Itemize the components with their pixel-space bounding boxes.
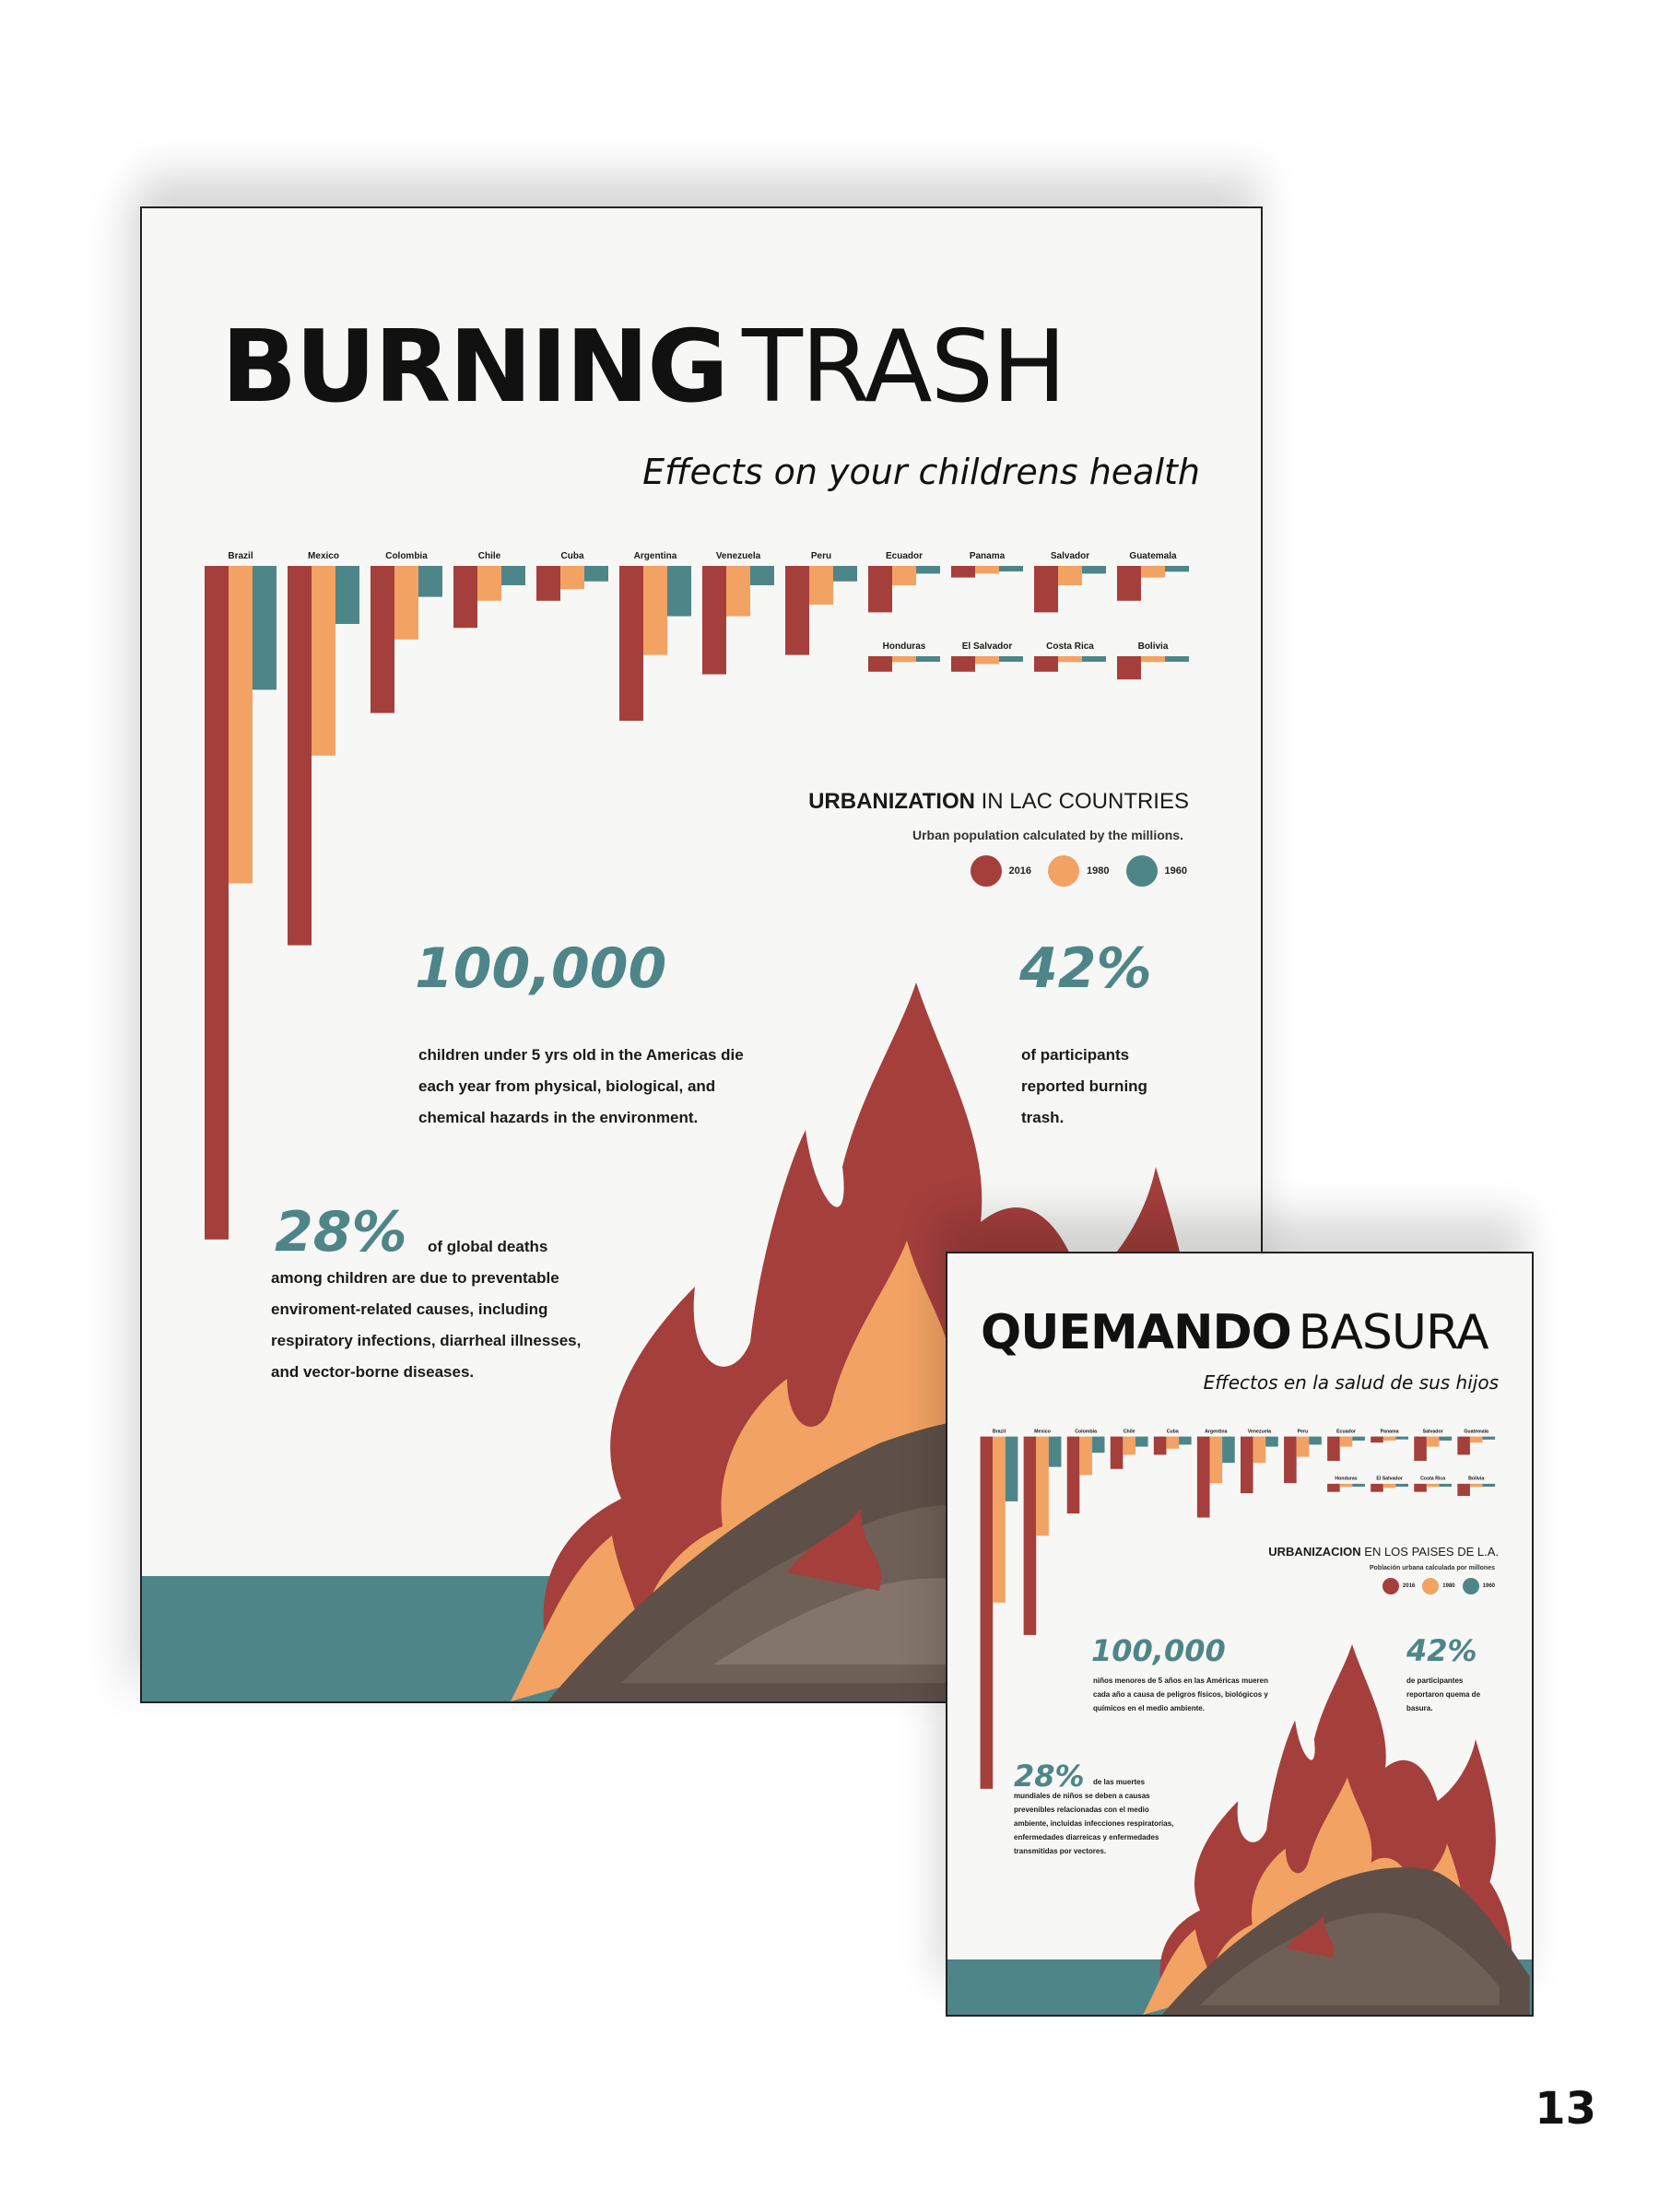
bar-1980-chile — [477, 566, 501, 601]
bar-2016-guatemala — [1457, 1437, 1470, 1455]
bar-1960-colombia — [1092, 1437, 1105, 1453]
tick-label-cuba: Cuba — [1166, 1429, 1179, 1435]
tick-label-honduras: Honduras — [882, 641, 926, 652]
bar-2016-brazil — [981, 1437, 994, 1789]
poster-title — [221, 310, 1065, 425]
bar-1960-honduras — [1352, 1484, 1365, 1487]
tick-label-mexico: Mexico — [308, 551, 339, 561]
bar-1980-el-salvador — [1383, 1484, 1396, 1488]
legend-dot-1980-es — [1422, 1578, 1439, 1594]
tick-label-el-salvador: El Salvador — [1376, 1476, 1403, 1482]
tick-label-brazil: Brazil — [228, 551, 253, 561]
bar-1960-costa-rica — [1082, 656, 1106, 662]
tick-label-argentina: Argentina — [1205, 1429, 1228, 1435]
bar-1960-cuba — [1179, 1437, 1192, 1445]
urbanization-title-bold-es: URBANIZACION — [1268, 1545, 1361, 1559]
legend-dot-1960 — [1126, 855, 1158, 887]
bar-1960-peru — [1309, 1437, 1322, 1445]
bar-1980-mexico — [1036, 1437, 1049, 1536]
urbanization-title — [808, 789, 1189, 815]
bar-2016-colombia — [1067, 1437, 1080, 1513]
bar-2016-bolivia — [1457, 1484, 1470, 1496]
stat-42-text: of participants reported burning trash. — [1021, 1046, 1147, 1126]
tick-label-salvador: Salvador — [1422, 1429, 1443, 1435]
bar-1960-bolivia — [1165, 656, 1189, 662]
urbanization-subtitle: Urban population calculated by the millions. — [912, 828, 1183, 842]
bar-1980-honduras — [1340, 1484, 1353, 1487]
poster-spanish — [946, 1252, 1534, 2017]
bar-1960-chile — [501, 566, 525, 585]
legend-dot-1980 — [1048, 855, 1079, 887]
bar-1960-mexico — [335, 566, 359, 624]
bar-1960-ecuador — [916, 566, 940, 573]
tick-label-chile: Chile — [1123, 1429, 1135, 1435]
title-light-word: TRASH — [741, 310, 1065, 425]
tick-label-salvador: Salvador — [1050, 551, 1090, 561]
bar-1960-honduras — [916, 656, 940, 662]
bar-1960-costa-rica — [1439, 1484, 1452, 1487]
stat-28-text: of global deaths among children are due to preventable enviroment-related causes, including respiratory infections, diarrheal illnesses, and vector-borne diseases. — [271, 1238, 582, 1381]
bar-1980-ecuador — [892, 566, 916, 585]
bar-2016-brazil — [205, 566, 229, 1240]
stat-100000-text: children under 5 yrs old in the Americas die each year from physical, biological, and chemical hazards in the environment. — [418, 1046, 744, 1126]
bar-1980-guatemala — [1470, 1437, 1483, 1443]
stat-42-value-es: 42% — [1406, 1633, 1477, 1668]
tick-label-panama: Panama — [1380, 1429, 1399, 1435]
bar-2016-mexico — [288, 566, 312, 946]
bar-1960-panama — [1395, 1437, 1408, 1440]
bar-2016-cuba — [536, 566, 560, 601]
bar-1980-colombia — [394, 566, 418, 640]
stat-100000-value-es: 100,000 — [1091, 1633, 1226, 1668]
tick-label-brazil: Brazil — [992, 1429, 1006, 1435]
urbanization-title-bold: URBANIZATION — [808, 789, 975, 814]
tick-label-guatemala: Guatemala — [1129, 551, 1177, 561]
bar-1960-venezuela — [1265, 1437, 1278, 1447]
bar-2016-el-salvador — [1371, 1484, 1383, 1492]
bar-1960-bolivia — [1483, 1484, 1496, 1487]
tick-label-ecuador: Ecuador — [885, 551, 924, 561]
tick-label-cuba: Cuba — [560, 551, 584, 561]
bar-1980-costa-rica — [1427, 1484, 1440, 1487]
urbanization-title-light-es: EN LOS PAISES DE L.A. — [1364, 1545, 1499, 1559]
bar-1980-chile — [1123, 1437, 1135, 1455]
bar-2016-ecuador — [1327, 1437, 1340, 1461]
bar-1980-panama — [975, 566, 999, 573]
stat-28-text-es: de las muertes mundiales de niños se deben a causas prevenibles relacionadas con el medio ambiente, incluidas infecciones respiratorias, enfermedades diarreicas y enfermedades transmitidas por vectores. — [1014, 1778, 1174, 1855]
tick-label-costa-rica: Costa Rica — [1046, 641, 1094, 652]
page-number: 13 — [1535, 2083, 1596, 2135]
bar-2016-argentina — [1197, 1437, 1210, 1518]
bar-1980-ecuador — [1340, 1437, 1353, 1447]
urbanization-subtitle-es: Población urbana calculada por millones — [1369, 1565, 1495, 1571]
tick-label-argentina: Argentina — [633, 551, 677, 561]
poster-title-es — [981, 1305, 1488, 1360]
bar-2016-venezuela — [1241, 1437, 1253, 1494]
bar-1980-costa-rica — [1058, 656, 1082, 662]
bar-1980-mexico — [312, 566, 335, 756]
tick-label-venezuela: Venezuela — [1247, 1429, 1272, 1435]
stat-42-value: 42% — [1019, 936, 1152, 1001]
chart-legend — [971, 855, 1187, 887]
legend-dot-2016 — [971, 855, 1002, 887]
stat-42-text-es: de participantes reportaron quema de basura. — [1406, 1677, 1481, 1712]
bar-1960-peru — [833, 566, 857, 582]
bar-1980-argentina — [643, 566, 667, 655]
bar-2016-panama — [1371, 1437, 1383, 1443]
legend-item-1960: 1960 — [1126, 855, 1187, 887]
poster-subtitle-es: Effectos en la salud de sus hijos — [1203, 1371, 1499, 1394]
bar-1980-colombia — [1079, 1437, 1092, 1476]
title-bold-word: BURNING — [221, 310, 727, 425]
bar-1980-argentina — [1210, 1437, 1223, 1484]
bar-1960-salvador — [1082, 566, 1106, 573]
bar-2016-guatemala — [1117, 566, 1141, 601]
bar-2016-argentina — [619, 566, 643, 721]
urbanization-title-light: IN LAC COUNTRIES — [981, 789, 1189, 814]
bar-2016-costa-rica — [1414, 1484, 1427, 1492]
tick-label-ecuador: Ecuador — [1336, 1429, 1356, 1435]
bar-2016-honduras — [1327, 1484, 1340, 1492]
urbanization-title-es — [1268, 1545, 1499, 1559]
title-light-word-es: BASURA — [1298, 1305, 1488, 1360]
bar-2016-peru — [1284, 1437, 1297, 1484]
bar-1960-argentina — [667, 566, 691, 617]
tick-label-peru: Peru — [810, 551, 832, 561]
bar-1980-venezuela — [726, 566, 750, 617]
bar-1960-venezuela — [750, 566, 774, 585]
bar-2016-chile — [453, 566, 477, 628]
bar-1960-el-salvador — [999, 656, 1023, 662]
tick-label-panama: Panama — [969, 551, 1006, 561]
stat-28-value-es: 28% — [1014, 1759, 1085, 1794]
bar-1960-panama — [999, 566, 1023, 571]
bar-2016-el-salvador — [951, 656, 975, 672]
bar-1960-guatemala — [1483, 1437, 1496, 1440]
bar-2016-colombia — [371, 566, 394, 713]
bar-2016-costa-rica — [1034, 656, 1058, 672]
bar-2016-honduras — [868, 656, 892, 672]
bar-1980-honduras — [892, 656, 916, 662]
bar-1980-salvador — [1058, 566, 1082, 585]
tick-label-venezuela: Venezuela — [715, 551, 761, 561]
bar-1980-cuba — [1166, 1437, 1179, 1449]
bar-1960-mexico — [1049, 1437, 1062, 1467]
bar-1960-chile — [1135, 1437, 1148, 1447]
bar-2016-chile — [1111, 1437, 1124, 1469]
tick-label-chile: Chile — [477, 551, 501, 561]
legend-dot-1960-es — [1463, 1578, 1479, 1594]
bar-1980-venezuela — [1253, 1437, 1266, 1464]
legend-item-2016-es: 2016 — [1382, 1578, 1415, 1594]
bar-1980-el-salvador — [975, 656, 999, 664]
poster-subtitle: Effects on your childrens health — [642, 452, 1200, 492]
bar-2016-peru — [785, 566, 809, 655]
bar-2016-salvador — [1414, 1437, 1427, 1461]
bar-1980-panama — [1383, 1437, 1396, 1441]
title-bold-word-es: QUEMANDO — [981, 1305, 1291, 1360]
bar-1980-bolivia — [1470, 1484, 1483, 1487]
bar-1980-brazil — [229, 566, 253, 883]
bar-2016-bolivia — [1117, 656, 1141, 679]
bar-1960-salvador — [1439, 1437, 1452, 1441]
bar-2016-venezuela — [702, 566, 726, 675]
stat-100000-value: 100,000 — [415, 936, 667, 1001]
bar-2016-ecuador — [868, 566, 892, 612]
legend-item-1980: 1980 — [1048, 855, 1109, 887]
bar-1980-cuba — [560, 566, 584, 589]
tick-label-el-salvador: El Salvador — [961, 641, 1013, 652]
stat-100000-text-es: niños menores de 5 años en las Américas mueren cada año a causa de peligros físicos, biológicos y químicos en el medio ambiente. — [1093, 1677, 1268, 1712]
bar-1960-brazil — [1006, 1437, 1018, 1501]
chart-legend-es — [1382, 1578, 1495, 1594]
bar-1980-brazil — [993, 1437, 1006, 1603]
tick-label-guatemala: Guatemala — [1464, 1429, 1489, 1435]
bar-1980-guatemala — [1141, 566, 1165, 578]
bar-2016-mexico — [1024, 1437, 1037, 1635]
bar-2016-panama — [951, 566, 975, 578]
bar-1960-ecuador — [1352, 1437, 1365, 1441]
tick-label-bolivia: Bolivia — [1137, 641, 1169, 652]
bar-1960-argentina — [1222, 1437, 1235, 1464]
bar-1980-peru — [809, 566, 833, 605]
bar-1960-brazil — [253, 566, 276, 689]
bar-1960-el-salvador — [1395, 1484, 1408, 1487]
legend-item-1960-es: 1960 — [1463, 1578, 1495, 1594]
tick-label-colombia: Colombia — [385, 551, 428, 561]
tick-label-colombia: Colombia — [1075, 1429, 1097, 1435]
bar-1980-bolivia — [1141, 656, 1165, 662]
legend-item-2016: 2016 — [971, 855, 1031, 887]
tick-label-mexico: Mexico — [1034, 1429, 1051, 1435]
legend-dot-2016-es — [1382, 1578, 1399, 1594]
legend-item-1980-es: 1980 — [1422, 1578, 1454, 1594]
tick-label-honduras: Honduras — [1335, 1476, 1358, 1482]
tick-label-costa-rica: Costa Rica — [1420, 1476, 1446, 1482]
bar-1980-salvador — [1427, 1437, 1440, 1447]
bar-2016-cuba — [1154, 1437, 1167, 1455]
bar-1960-cuba — [584, 566, 608, 582]
tick-label-peru: Peru — [1297, 1429, 1309, 1435]
bar-1960-guatemala — [1165, 566, 1189, 571]
bar-1980-peru — [1297, 1437, 1310, 1457]
bar-2016-salvador — [1034, 566, 1058, 612]
tick-label-bolivia: Bolivia — [1468, 1476, 1485, 1482]
bar-1960-colombia — [418, 566, 442, 597]
stat-28-value: 28% — [275, 1200, 407, 1265]
